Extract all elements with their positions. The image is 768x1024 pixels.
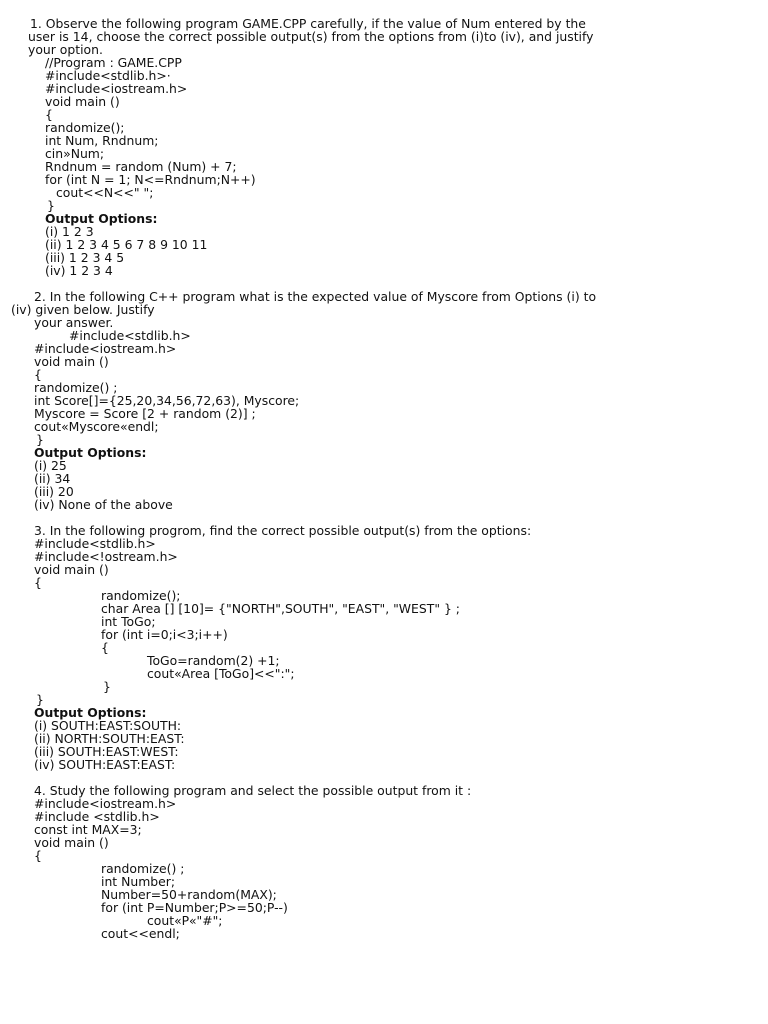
q3-option: (i) SOUTH:EAST:SOUTH: (34, 718, 182, 733)
q3-text-line-1: 3. In the following progrom, find the correct possible output(s) from the options: (34, 523, 532, 538)
q1-option: (iii) 1 2 3 4 5 (45, 250, 125, 265)
q4-code-line: int Number; (101, 874, 176, 889)
q1-text-line-2: user is 14, choose the correct possible output(s) from the options from (i)to (iv), and justify (28, 29, 594, 44)
q3-code-line: #include<stdlib.h> (34, 536, 156, 551)
q2-output-options-heading: Output Options: (34, 445, 147, 460)
q2-code-line: #include<stdlib.h> (69, 328, 191, 343)
q3-code-line: #include<!ostream.h> (34, 549, 178, 564)
q4-code-line: void main () (34, 835, 109, 850)
q1-option: (ii) 1 2 3 4 5 6 7 8 9 10 11 (45, 237, 208, 252)
q2-option: (iii) 20 (34, 484, 74, 499)
q4-code-line: randomize() ; (101, 861, 185, 876)
q2-text-line-3: your answer. (34, 315, 114, 330)
q2-code-line: void main () (34, 354, 109, 369)
q1-option: (i) 1 2 3 (45, 224, 94, 239)
q2-code-line: Myscore = Score [2 + random (2)] ; (34, 406, 256, 421)
q3-code-line: void main () (34, 562, 109, 577)
q1-code-line: } (47, 198, 55, 213)
q2-code-line: { (34, 367, 42, 382)
q1-code-line: Rndnum = random (Num) + 7; (45, 159, 237, 174)
q4-code-line: const int MAX=3; (34, 822, 142, 837)
q4-code-line: cout«P«"#"; (147, 913, 223, 928)
q4-code-line: for (int P=Number;P>=50;P--) (101, 900, 288, 915)
q3-code-line: for (int i=0;i<3;i++) (101, 627, 228, 642)
q1-code-line: void main () (45, 94, 120, 109)
q1-code-line: #include<iostream.h> (45, 81, 188, 96)
q3-option: (iv) SOUTH:EAST:EAST: (34, 757, 176, 772)
q4-code-line: cout<<endl; (101, 926, 180, 941)
q2-option: (ii) 34 (34, 471, 71, 486)
q3-code-line: { (101, 640, 109, 655)
q2-text-line-1: 2. In the following C++ program what is the expected value of Myscore from Options (i) to (34, 289, 597, 304)
q1-code-line: randomize(); (45, 120, 125, 135)
q4-text-line-1: 4. Study the following program and select the possible output from it : (34, 783, 472, 798)
q3-code-line: cout«Area [ToGo]<<":"; (147, 666, 295, 681)
q2-code-line: cout«Myscore«endl; (34, 419, 159, 434)
q3-code-line: int ToGo; (101, 614, 156, 629)
q3-option: (iii) SOUTH:EAST:WEST: (34, 744, 179, 759)
q3-code-line: ToGo=random(2) +1; (147, 653, 280, 668)
q1-code-line: //Program : GAME.CPP (45, 55, 182, 70)
q1-output-options-heading: Output Options: (45, 211, 158, 226)
q2-text-line-2: (iv) given below. Justify (11, 302, 155, 317)
q1-code-line: cout<<N<<" "; (56, 185, 154, 200)
q4-code-line: Number=50+random(MAX); (101, 887, 277, 902)
q3-code-line: { (34, 575, 42, 590)
q4-code-line: { (34, 848, 42, 863)
q3-code-line: randomize(); (101, 588, 181, 603)
q2-code-line: int Score[]={25,20,34,56,72,63), Myscore; (34, 393, 300, 408)
q1-code-line: for (int N = 1; N<=Rndnum;N++) (45, 172, 256, 187)
q3-code-line: } (36, 692, 44, 707)
q1-text-line-1: 1. Observe the following program GAME.CPP carefully, if the value of Num entered by the (30, 16, 586, 31)
q3-code-line: char Area [] [10]= {"NORTH",SOUTH", "EAST", "WEST" } ; (101, 601, 460, 616)
q1-code-line: cin»Num; (45, 146, 105, 161)
q1-text-line-3: your option. (28, 42, 103, 57)
q1-option: (iv) 1 2 3 4 (45, 263, 113, 278)
q2-code-line: #include<iostream.h> (34, 341, 177, 356)
q3-output-options-heading: Output Options: (34, 705, 147, 720)
q2-option: (i) 25 (34, 458, 67, 473)
q2-code-line: } (36, 432, 44, 447)
q3-code-line: } (103, 679, 111, 694)
q1-code-line: int Num, Rndnum; (45, 133, 159, 148)
q1-code-line: #include<stdlib.h>· (45, 68, 171, 83)
q4-code-line: #include<iostream.h> (34, 796, 177, 811)
q3-option: (ii) NORTH:SOUTH:EAST: (34, 731, 185, 746)
q4-code-line: #include <stdlib.h> (34, 809, 160, 824)
q2-option: (iv) None of the above (34, 497, 173, 512)
q2-code-line: randomize() ; (34, 380, 118, 395)
q1-code-line: { (45, 107, 53, 122)
